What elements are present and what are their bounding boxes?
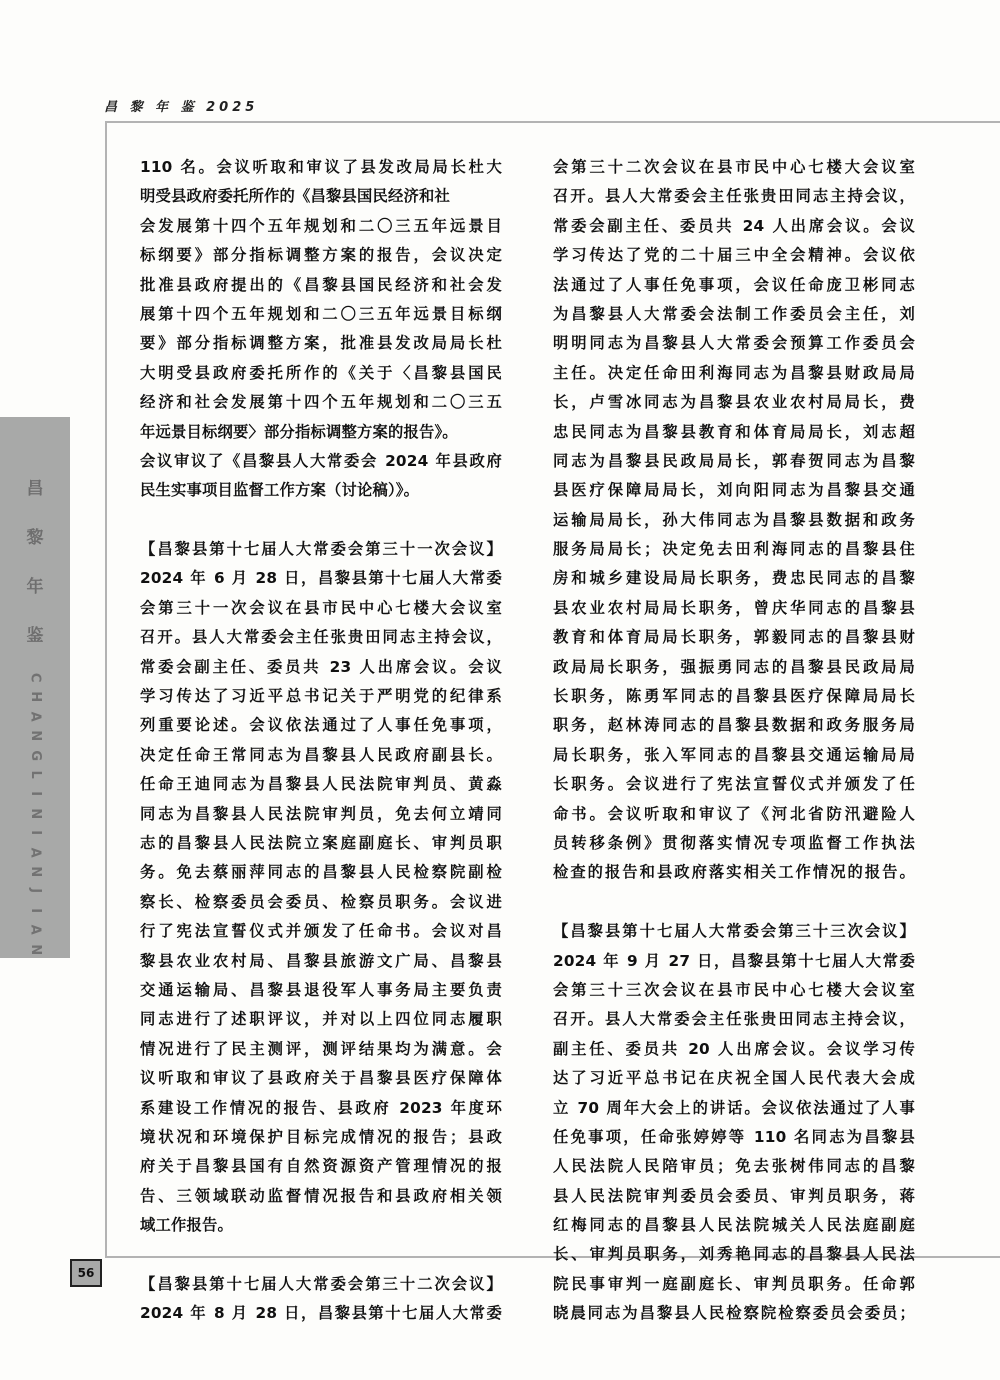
left-column	[140, 153, 502, 1329]
text-line: 教育和体育局局长职务，郭毅同志的昌黎县财	[553, 628, 915, 647]
text-line: 标纲要》部分指标调整方案的报告，会议决定	[140, 246, 502, 265]
text-line: 主任。决定任命田利海同志为昌黎县财政局局	[553, 363, 915, 382]
section-heading-line: 【昌黎县第十七届人大常委会第三十二次会议】	[140, 1274, 502, 1293]
text-line: 召开。县人大常委会主任张贵田同志主持会议，	[140, 628, 502, 647]
side-tab-letter: J	[27, 888, 43, 894]
section-heading-line: 【昌黎县第十七届人大常委会第三十三次会议】	[553, 922, 915, 941]
text-line: 决定任命王常同志为昌黎县人民政府副县长。	[140, 745, 502, 764]
text-line: 察长、检察委员会委员、检察员职务。会议进	[140, 892, 502, 911]
side-tab-letter: N	[27, 943, 43, 955]
text-line: 域工作报告。	[140, 1216, 233, 1235]
running-head: 昌 黎 年 鉴 2025	[104, 100, 259, 115]
text-line: 年远景目标纲要〉部分指标调整方案的报告》。	[140, 422, 458, 441]
text-line: 告、三领域联动监督情况报告和县政府相关领	[140, 1186, 502, 1205]
side-tab-letter: A	[27, 924, 43, 936]
text-line: 大明受县政府委托所作的《关于〈昌黎县国民	[140, 363, 502, 382]
page-number: 56	[70, 1259, 102, 1287]
text-line: 立 70 周年大会上的讲话。会议依法通过了人事	[553, 1098, 915, 1117]
text-line: 召开。县人大常委会主任张贵田同志主持会议，	[553, 187, 915, 206]
text-line: 长，卢雪冰同志为昌黎县农业农村局局长，费	[553, 393, 915, 412]
side-tab-letter: L	[27, 770, 43, 779]
text-line: 长职务，陈勇军同志的昌黎县医疗保障局局长	[553, 687, 915, 706]
side-tab-letter: A	[27, 847, 43, 858]
text-line: 服务局局长；决定免去田利海同志的昌黎县住	[553, 540, 915, 559]
side-tab-letter: G	[27, 749, 43, 761]
text-line: 2024 年 9 月 27 日，昌黎县第十七届人大常委	[553, 951, 915, 970]
side-tab-letter: N	[27, 808, 43, 819]
side-tab-letter: H	[27, 691, 43, 703]
text-line: 房和城乡建设局局长职务，费忠民同志的昌黎	[553, 569, 915, 588]
text-line: 红梅同志的昌黎县人民法院城关人民法庭副庭	[553, 1216, 915, 1235]
text-line: 会第三十一次会议在县市民中心七楼大会议室	[140, 598, 502, 617]
text-line: 学习传达了习近平总书记关于严明党的纪律系	[140, 687, 502, 706]
side-tab-char: 鉴	[26, 626, 44, 646]
text-line: 明受县政府委托所作的《昌黎县国民经济和社	[140, 187, 450, 206]
text-line: 长职务。会议进行了宪法宣誓仪式并颁发了任	[553, 775, 915, 794]
text-line: 行了宪法宣誓仪式并颁发了任命书。会议对昌	[140, 922, 502, 941]
text-line: 召开。县人大常委会主任张贵田同志主持会议，	[553, 1010, 915, 1029]
text-line: 情况进行了民主测评，测评结果均为满意。会	[140, 1039, 502, 1058]
text-line: 副主任、委员共 20 人出席会议。会议学习传	[553, 1039, 915, 1058]
side-tab-letter: I	[27, 791, 43, 797]
text-line: 会第三十二次会议在县市民中心七楼大会议室	[553, 158, 915, 176]
side-tab-pinyin	[0, 668, 70, 959]
text-line: 法通过了人事任免事项，会议任命庞卫彬同志	[553, 275, 915, 294]
text-line: 政局局长职务，强振勇同志的昌黎县民政局局	[553, 657, 915, 676]
paragraph-gap	[553, 888, 915, 917]
text-line: 晓晨同志为昌黎县人民检察院检察委员会委员；	[553, 1304, 915, 1323]
paragraph-gap	[140, 1240, 502, 1269]
text-line: 命书。会议听取和审议了《河北省防汛避险人	[553, 804, 915, 823]
side-tab-letter: N	[27, 730, 43, 742]
text-line: 2024 年 6 月 28 日，昌黎县第十七届人大常委	[140, 569, 502, 588]
text-line: 为昌黎县人大常委会法制工作委员会主任，刘	[553, 304, 915, 323]
text-line: 交通运输局、昌黎县退役军人事务局主要负责	[140, 980, 502, 999]
text-line: 批准县政府提出的《昌黎县国民经济和社会发	[140, 275, 502, 294]
side-tab-char: 年	[26, 577, 44, 597]
text-line: 经济和社会发展第十四个五年规划和二〇三五	[140, 393, 502, 412]
text-line: 长、审判员职务，刘秀艳同志的昌黎县人民法	[553, 1245, 915, 1264]
text-line: 府关于昌黎县国有自然资源资产管理情况的报	[140, 1157, 502, 1176]
side-tab-char: 昌	[26, 479, 44, 499]
text-line: 同志为昌黎县民政局局长，郭春贺同志为昌黎	[553, 451, 915, 470]
text-line: 2024 年 8 月 28 日，昌黎县第十七届人大常委	[140, 1304, 502, 1323]
text-line: 会发展第十四个五年规划和二〇三五年远景目	[140, 216, 502, 235]
text-line: 达了习近平总书记在庆祝全国人民代表大会成	[553, 1069, 915, 1088]
text-line: 明明同志为昌黎县人大常委会预算工作委员会	[553, 334, 915, 353]
side-tab-letter: A	[27, 711, 43, 722]
text-line: 员转移条例》贯彻落实情况专项监督工作执法	[553, 833, 915, 852]
frame-top-rule	[106, 121, 1000, 123]
text-line: 县医疗保障局局长，刘向阳同志为昌黎县交通	[553, 481, 915, 500]
text-line: 境状况和环境保护目标完成情况的报告；县政	[140, 1127, 502, 1146]
text-line: 要》部分指标调整方案，批准县发改局局长杜	[140, 334, 502, 353]
text-line: 任免事项，任命张婷婷等 110 名同志为昌黎县	[553, 1127, 915, 1146]
text-line: 展第十四个五年规划和二〇三五年远景目标纲	[140, 304, 502, 323]
text-line: 忠民同志为昌黎县教育和体育局局长，刘志超	[553, 422, 915, 441]
text-line: 学习传达了党的二十届三中全会精神。会议依	[553, 246, 915, 265]
text-line: 会第三十三次会议在县市民中心七楼大会议室	[553, 980, 915, 999]
text-line: 县农业农村局局长职务，曾庆华同志的昌黎县	[553, 598, 915, 617]
text-line: 任命王迪同志为昌黎县人民法院审判员、黄淼	[140, 775, 502, 794]
right-column	[553, 153, 915, 1329]
text-line: 系建设工作情况的报告、县政府 2023 年度环	[140, 1098, 502, 1117]
paragraph-gap	[140, 506, 502, 535]
side-tab-letter: C	[27, 672, 43, 683]
text-line: 人民法院人民陪审员；免去张树伟同志的昌黎	[553, 1157, 915, 1176]
text-line: 黎县农业农村局、昌黎县旅游文广局、昌黎县	[140, 951, 502, 970]
text-line: 检查的报告和县政府落实相关工作情况的报告。	[553, 863, 915, 882]
side-tab-letter: I	[27, 908, 43, 913]
text-line: 常委会副主任、委员共 23 人出席会议。会议	[140, 657, 502, 676]
side-tab-letter: N	[27, 866, 43, 878]
text-line: 运输局局长，孙大伟同志为昌黎县数据和政务	[553, 510, 915, 529]
text-line: 同志进行了述职评议，并对以上四位同志履职	[140, 1010, 502, 1029]
side-tab-char: 黎	[26, 528, 44, 548]
text-line: 民生实事项目监督工作方案（讨论稿）》。	[140, 481, 420, 500]
section-heading-line: 【昌黎县第十七届人大常委会第三十一次会议】	[140, 540, 502, 559]
side-tab-letter: I	[27, 830, 43, 836]
text-line: 志的昌黎县人民法院立案庭副庭长、审判员职	[140, 833, 502, 852]
text-line: 局长职务，张入军同志的昌黎县交通运输局局	[553, 745, 915, 764]
text-line: 院民事审判一庭副庭长、审判员职务。任命郭	[553, 1274, 915, 1293]
text-line: 议听取和审议了县政府关于昌黎县医疗保障体	[140, 1069, 502, 1088]
text-line: 县人民法院审判委员会委员、审判员职务，蒋	[553, 1186, 915, 1205]
frame-left-rule	[105, 121, 107, 1258]
text-line: 职务，赵林涛同志的昌黎县数据和政务服务局	[553, 716, 915, 735]
text-line: 常委会副主任、委员共 24 人出席会议。会议	[553, 216, 915, 235]
text-line: 110 名。会议听取和审议了县发改局局长杜大	[140, 158, 502, 176]
text-line: 列重要论述。会议依法通过了人事任免事项，	[140, 716, 502, 735]
text-line: 会议审议了《昌黎县人大常委会 2024 年县政府	[140, 451, 502, 470]
text-line: 同志为昌黎县人民法院审判员，免去何立靖同	[140, 804, 502, 823]
text-line: 务。免去蔡丽萍同志的昌黎县人民检察院副检	[140, 863, 502, 882]
